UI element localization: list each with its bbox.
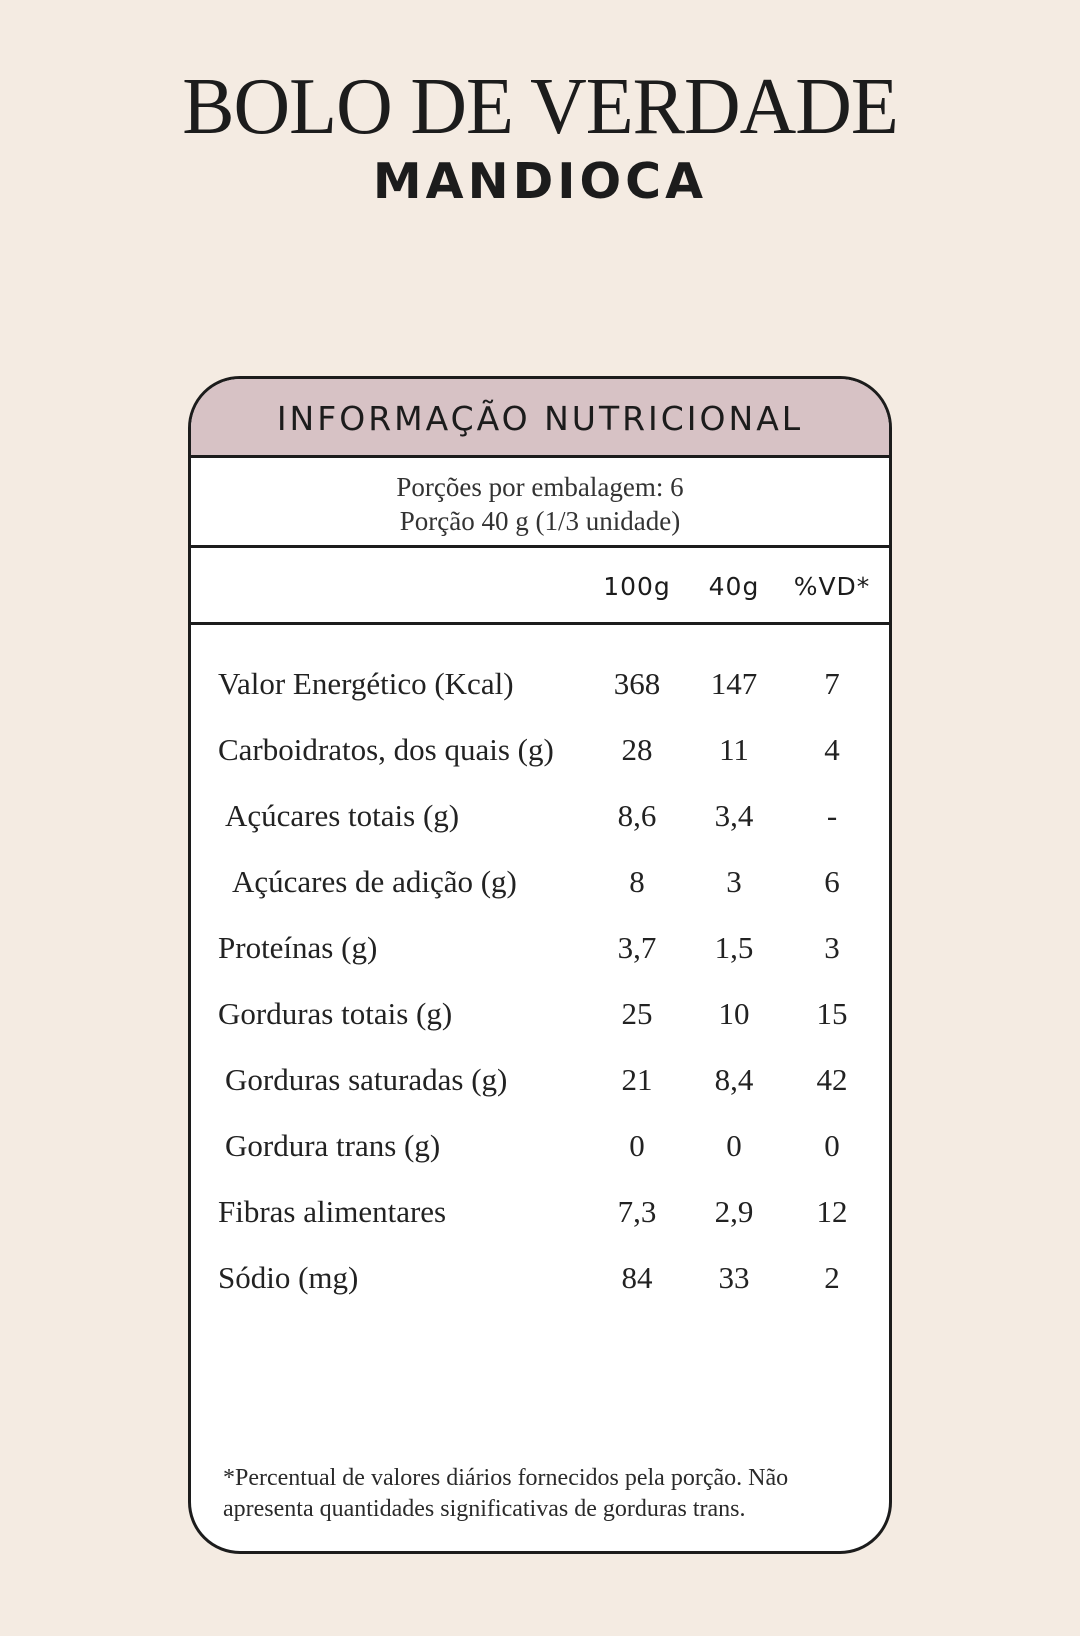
flavor-title: MANDIOCA <box>372 153 708 210</box>
nutrient-value-40g: 33 <box>718 1260 750 1295</box>
nutrient-name: Proteínas (g) <box>218 930 378 965</box>
nutrient-value-40g: 1,5 <box>714 930 754 965</box>
nutrient-value-100g: 28 <box>621 732 653 767</box>
nutrient-value-40g: 3 <box>726 864 742 899</box>
nutrient-value-100g: 21 <box>621 1062 653 1097</box>
nutrient-rows <box>191 625 889 1324</box>
nutrition-label <box>188 376 892 1554</box>
serving-info <box>191 458 889 548</box>
nutrient-value-40g: 8,4 <box>714 1062 754 1097</box>
nutrient-row-energy <box>191 664 889 730</box>
nutrient-value-100g: 84 <box>621 1260 653 1295</box>
nutrient-row-saturated-fat <box>191 1060 889 1126</box>
nutrient-name: Valor Energético (Kcal) <box>218 666 514 701</box>
nutrient-value-100g: 368 <box>613 666 661 701</box>
column-headers <box>191 548 889 625</box>
nutrient-value-vd: 6 <box>824 864 840 899</box>
nutrient-name: Açúcares de adição (g) <box>232 864 517 899</box>
nutrient-value-40g: 11 <box>719 732 749 767</box>
brand-title: BOLO DE VERDADE <box>182 63 898 151</box>
nutrient-name: Carboidratos, dos quais (g) <box>218 732 554 767</box>
nutrient-row-dietary-fiber <box>191 1192 889 1258</box>
nutrient-value-40g: 10 <box>718 996 750 1031</box>
nutrient-row-carbohydrates <box>191 730 889 796</box>
footnote: *Percentual de valores diários fornecidos pela porção. Não apresenta quantidades significativas de gorduras trans. <box>223 1465 789 1522</box>
column-header-40g: 40g <box>708 572 760 601</box>
nutrition-label-header: INFORMAÇÃO NUTRICIONAL <box>191 379 889 458</box>
column-header-vd: %VD* <box>793 572 871 601</box>
nutrient-name: Gorduras totais (g) <box>218 996 453 1031</box>
nutrient-name: Gordura trans (g) <box>225 1128 441 1163</box>
nutrient-value-40g: 2,9 <box>714 1194 754 1229</box>
nutrient-value-100g: 0 <box>629 1128 645 1163</box>
column-header-100g: 100g <box>603 572 671 601</box>
portion-size: Porção 40 g (1/3 unidade) <box>399 506 681 536</box>
nutrient-value-vd: 4 <box>824 732 840 767</box>
nutrient-value-vd: 7 <box>824 666 840 701</box>
nutrient-value-100g: 8,6 <box>617 798 657 833</box>
nutrient-value-vd: - <box>826 798 838 833</box>
nutrient-row-proteins <box>191 928 889 994</box>
nutrient-value-100g: 7,3 <box>617 1194 657 1229</box>
nutrient-value-vd: 42 <box>816 1062 848 1097</box>
nutrient-row-added-sugars <box>191 862 889 928</box>
nutrient-row-total-sugars <box>191 796 889 862</box>
nutrient-value-vd: 0 <box>824 1128 840 1163</box>
nutrient-value-vd: 12 <box>816 1194 848 1229</box>
nutrient-value-40g: 0 <box>726 1128 742 1163</box>
nutrient-value-100g: 3,7 <box>617 930 657 965</box>
nutrient-value-vd: 15 <box>816 996 848 1031</box>
nutrient-value-vd: 2 <box>824 1260 840 1295</box>
nutrient-row-total-fat <box>191 994 889 1060</box>
nutrient-row-trans-fat <box>191 1126 889 1192</box>
nutrient-value-vd: 3 <box>824 930 840 965</box>
nutrient-value-100g: 8 <box>629 864 645 899</box>
nutrient-value-100g: 25 <box>621 996 653 1031</box>
nutrient-name: Açúcares totais (g) <box>225 798 460 833</box>
nutrient-name: Gorduras saturadas (g) <box>225 1062 508 1097</box>
nutrient-value-40g: 147 <box>710 666 758 701</box>
nutrient-value-40g: 3,4 <box>714 798 754 833</box>
nutrient-name: Sódio (mg) <box>218 1260 359 1295</box>
servings-per-package: Porções por embalagem: 6 <box>396 472 684 502</box>
nutrient-row-sodium <box>191 1258 889 1324</box>
nutrient-name: Fibras alimentares <box>218 1194 447 1229</box>
